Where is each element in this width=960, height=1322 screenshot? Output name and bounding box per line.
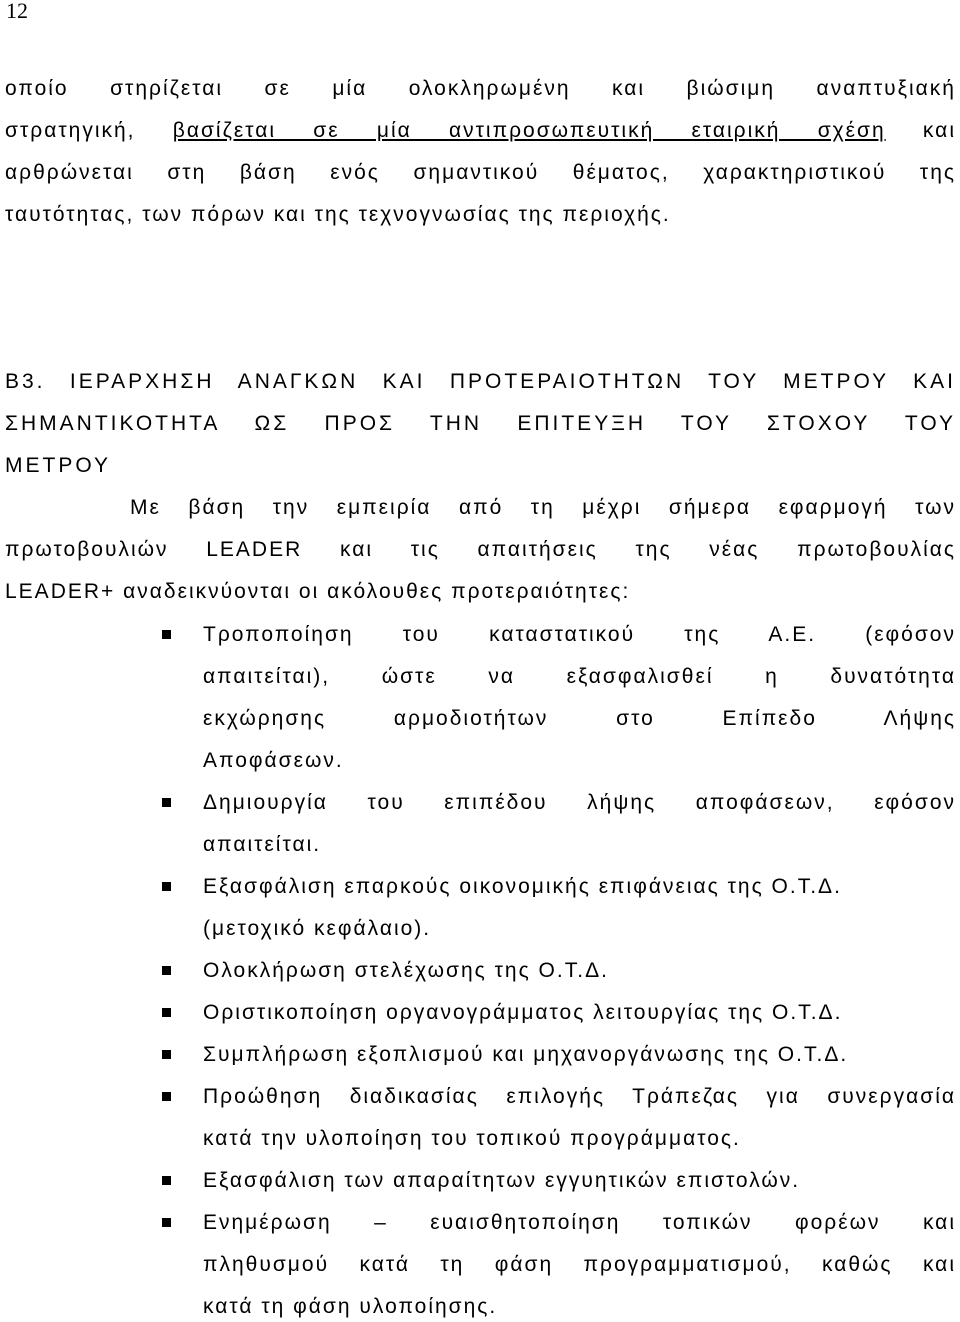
- paragraph-line-3: LEADER+ αναδεικνύονται οι ακόλουθες προτεραιότητες:: [5, 580, 631, 603]
- bullet-2-line-1: Δημιουργία του επιπέδου λήψης αποφάσεων, εφόσον: [203, 791, 956, 814]
- paragraph-line-1: Με βάση την εμπειρία από τη μέχρι σήμερα εφαρμογή των: [130, 496, 956, 519]
- bullet-7-line-1: Προώθηση διαδικασίας επιλογής Τράπεζας για συνεργασία: [203, 1085, 956, 1108]
- intro-line-3: αρθρώνεται στη βάση ενός σημαντικού θέματος, χαρακτηριστικού της: [5, 161, 956, 184]
- bullet-3-line-1: Εξασφάλιση επαρκούς οικονομικής επιφάνειας της Ο.Τ.Δ.: [203, 875, 842, 898]
- section-heading-line-1: Β3. ΙΕΡΑΡΧΗΣΗ ΑΝΑΓΚΩΝ ΚΑΙ ΠΡΟΤΕΡΑΙΟΤΗΤΩΝ ΤΟΥ ΜΕΤΡΟΥ ΚΑΙ: [5, 370, 956, 393]
- intro-line-2-start: στρατηγική,: [5, 119, 173, 142]
- page-number: 12: [6, 0, 28, 23]
- bullet-6-line-1: Συμπλήρωση εξοπλισμού και μηχανοργάνωσης της Ο.Τ.Δ.: [203, 1043, 849, 1066]
- paragraph-line-2: πρωτοβουλιών LEADER και τις απαιτήσεις της νέας πρωτοβουλίας: [5, 538, 956, 561]
- bullet-1-line-1: Τροποποίηση του καταστατικού της Α.Ε. (εφόσον: [203, 623, 956, 646]
- bullet-1-line-4: Αποφάσεων.: [203, 749, 344, 772]
- intro-line-1: οποίο στηρίζεται σε μία ολοκληρωμένη και βιώσιμη αναπτυξιακή: [5, 77, 956, 100]
- section-heading-line-3: ΜΕΤΡΟΥ: [5, 454, 111, 477]
- bullet-9-line-1: Ενημέρωση – ευαισθητοποίηση τοπικών φορέων και: [203, 1211, 956, 1234]
- bullet-5-line-1: Οριστικοποίηση οργανογράμματος λειτουργίας της Ο.Τ.Δ.: [203, 1001, 843, 1024]
- bullet-4-line-1: Ολοκλήρωση στελέχωσης της Ο.Τ.Δ.: [203, 959, 609, 982]
- intro-line-2: [5, 116, 956, 146]
- bullet-marker: [162, 966, 171, 975]
- bullet-marker: [162, 1092, 171, 1101]
- bullet-8-line-1: Εξασφάλιση των απαραίτητων εγγυητικών επιστολών.: [203, 1169, 801, 1192]
- bullet-9-line-2: πληθυσμού κατά τη φάση προγραμματισμού, καθώς και: [203, 1253, 956, 1276]
- bullet-marker: [162, 1050, 171, 1059]
- bullet-marker: [162, 1218, 171, 1227]
- bullet-1-line-2: απαιτείται), ώστε να εξασφαλισθεί η δυνατότητα: [203, 665, 956, 688]
- bullet-2-line-2: απαιτείται.: [203, 833, 322, 856]
- bullet-marker: [162, 1176, 171, 1185]
- bullet-marker: [162, 798, 171, 807]
- bullet-1-line-3: εκχώρησης αρμοδιοτήτων στο Επίπεδο Λήψης: [203, 707, 956, 730]
- bullet-9-line-3: κατά τη φάση υλοποίησης.: [203, 1295, 498, 1318]
- bullet-3-line-2: (μετοχικό κεφάλαιο).: [203, 917, 432, 940]
- section-heading-line-2: ΣΗΜΑΝΤΙΚΟΤΗΤΑ ΩΣ ΠΡΟΣ ΤΗΝ ΕΠΙΤΕΥΞΗ ΤΟΥ ΣΤΟΧΟΥ ΤΟΥ: [5, 412, 956, 435]
- bullet-7-line-2: κατά την υλοποίηση του τοπικού προγράμματος.: [203, 1127, 741, 1150]
- bullet-marker: [162, 882, 171, 891]
- intro-line-4: ταυτότητας, των πόρων και της τεχνογνωσίας της περιοχής.: [5, 203, 671, 226]
- underlined-phrase: βασίζεται σε μία αντιπροσωπευτική εταιρική σχέση: [172, 119, 886, 142]
- bullet-marker: [162, 1008, 171, 1017]
- bullet-marker: [162, 630, 171, 639]
- intro-line-2-end: και: [885, 119, 956, 142]
